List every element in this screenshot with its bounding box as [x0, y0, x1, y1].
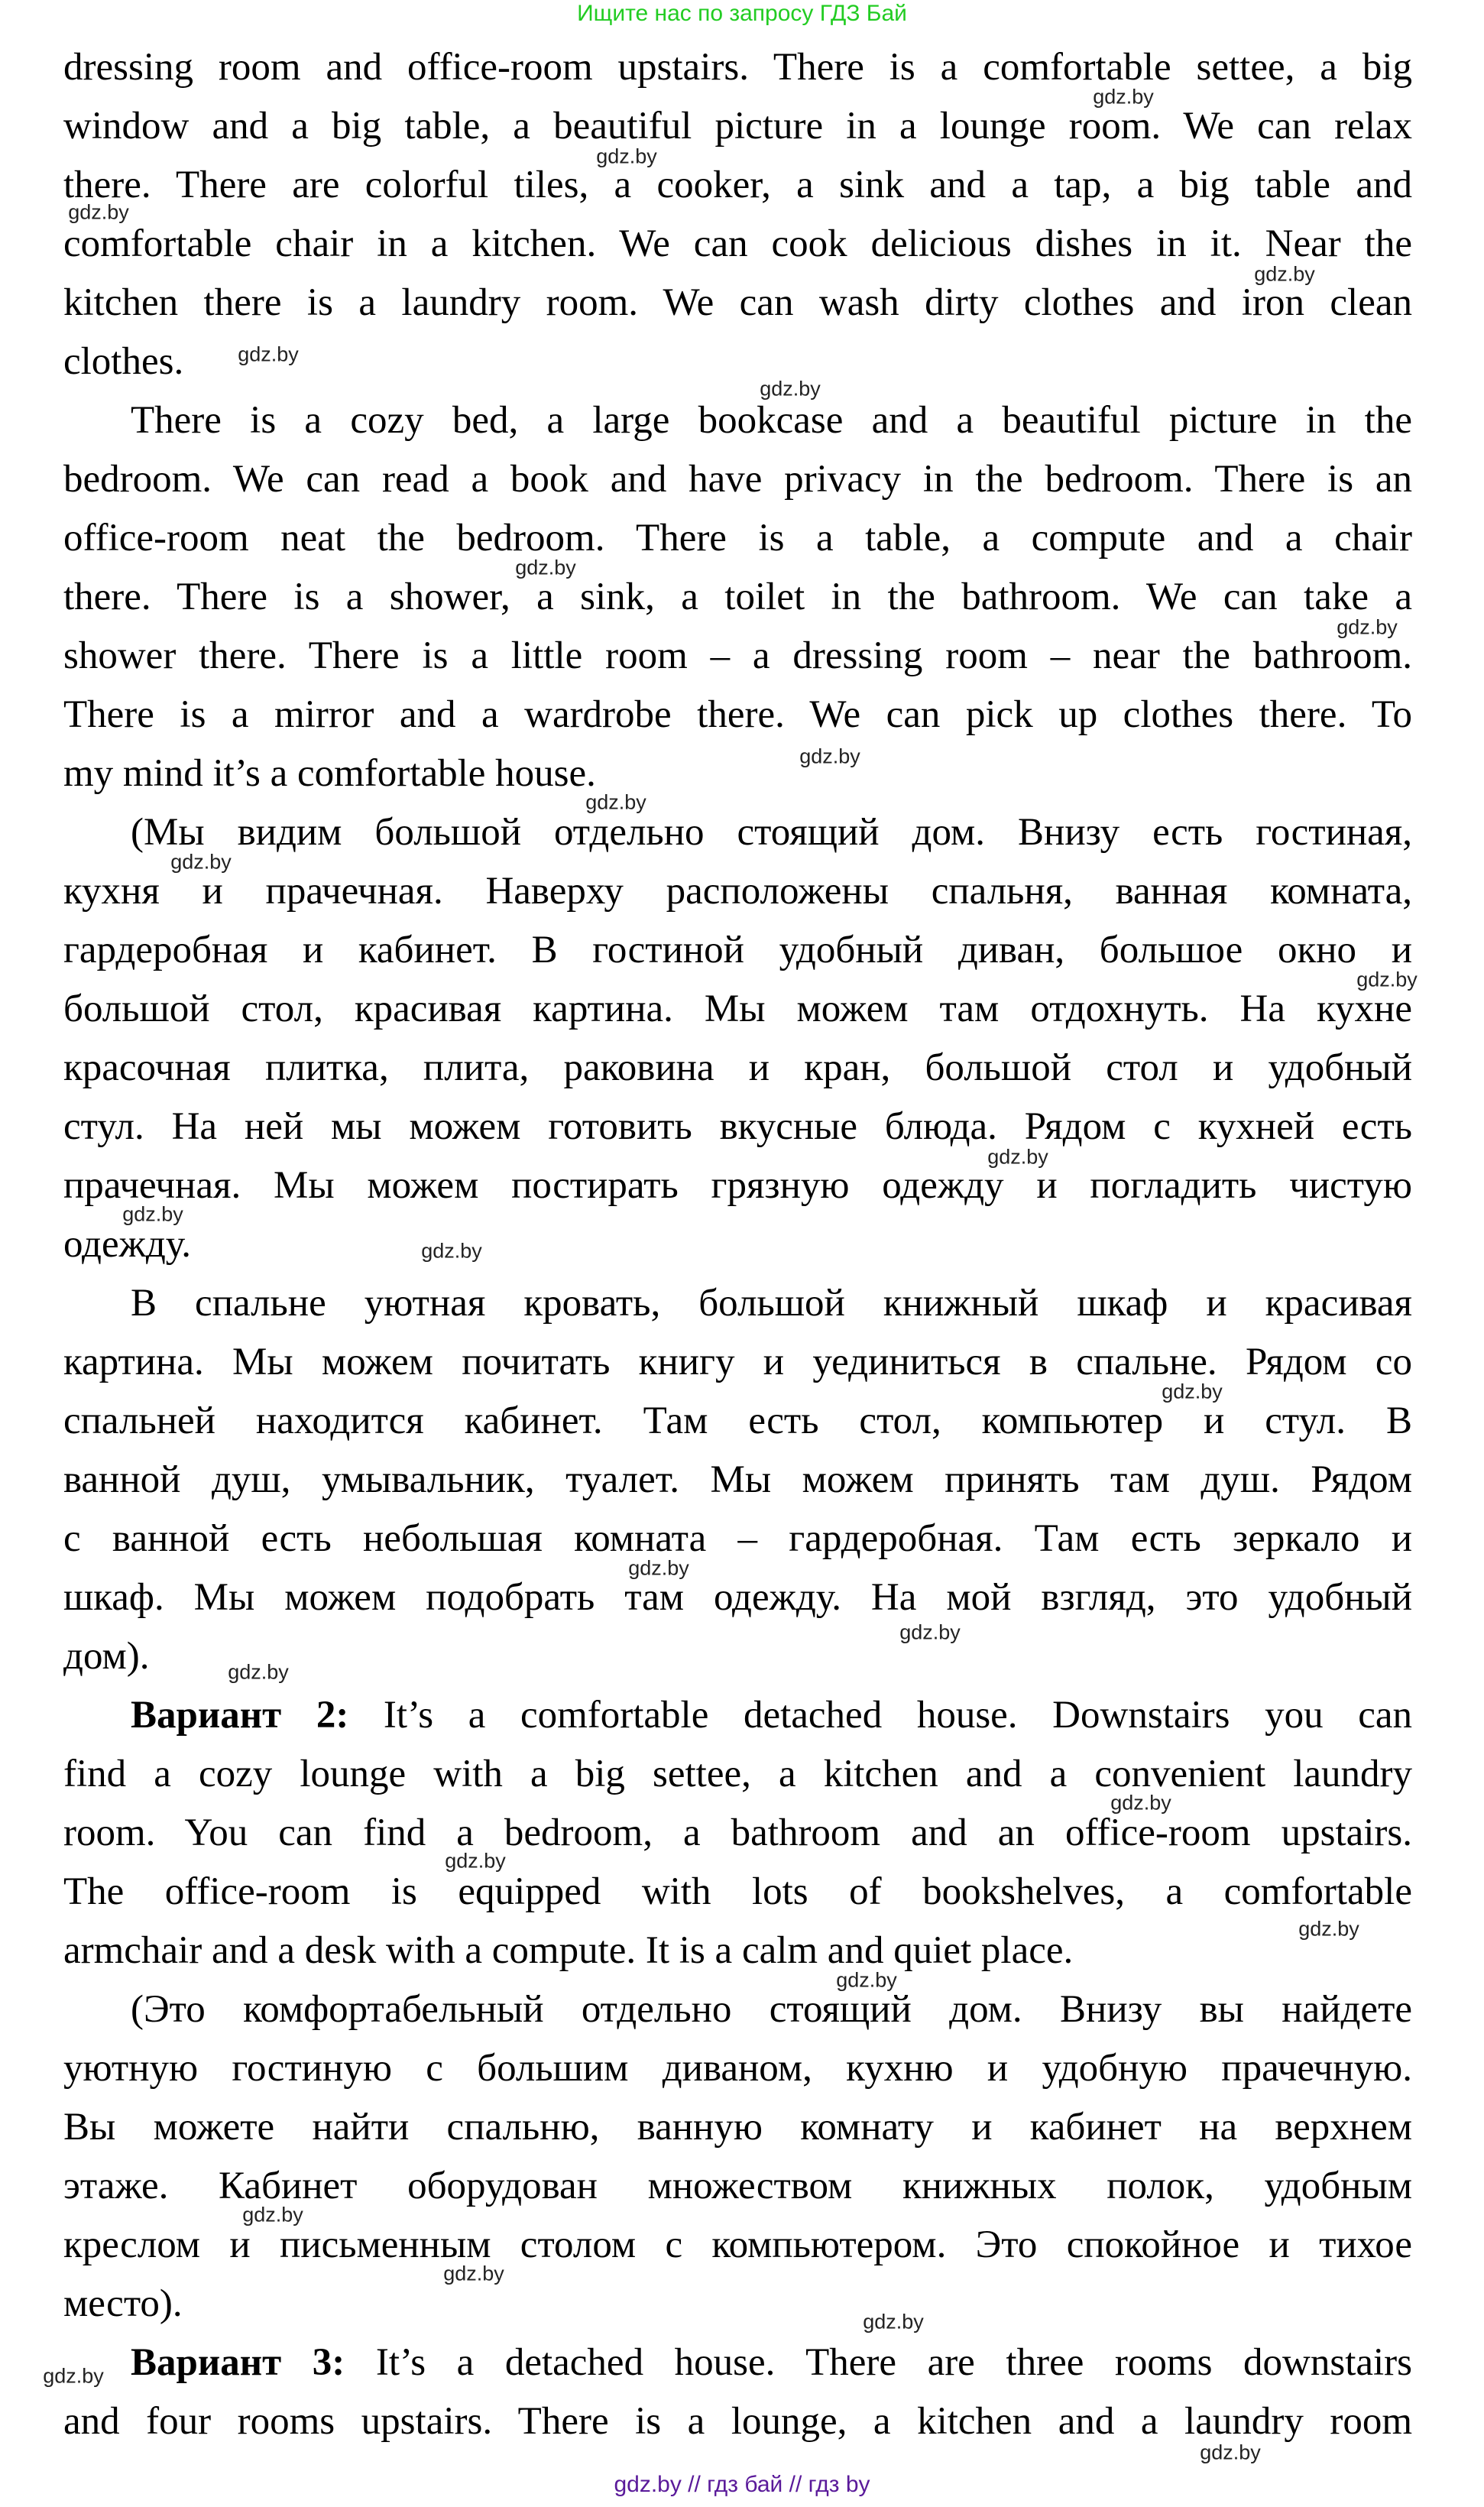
watermark: gdz.by — [122, 1202, 183, 1226]
text-line — [63, 1804, 1412, 1863]
text-line — [63, 1156, 1412, 1215]
watermark: gdz.by — [628, 1556, 689, 1580]
watermark: gdz.by — [1298, 1917, 1359, 1941]
watermark: gdz.by — [443, 2262, 504, 2285]
text-line — [63, 450, 1412, 509]
line-text: there. There are colorful tiles, a cooker, a sink and a tap, a big table and — [63, 164, 1412, 206]
text-line — [63, 568, 1412, 627]
text-line — [63, 2275, 1412, 2333]
text-line — [63, 1980, 1412, 2039]
watermark: gdz.by — [1200, 2441, 1261, 2464]
variant-heading: Вариант 2: — [131, 1694, 349, 1737]
watermark: gdz.by — [421, 1239, 482, 1263]
line-text: стул. На ней мы можем готовить вкусные блюда. Рядом с кухней есть — [63, 1105, 1412, 1148]
text-line — [63, 1686, 1412, 1745]
line-text: (Мы видим большой отдельно стоящий дом. Внизу есть гостиная, — [131, 811, 1412, 854]
watermark: gdz.by — [68, 200, 129, 224]
variant-heading: Вариант 3: — [131, 2341, 345, 2384]
line-text: В спальне уютная кровать, большой книжный шкаф и красивая — [131, 1282, 1412, 1325]
line-text: красочная плитка, плита, раковина и кран, большой стол и удобный — [63, 1046, 1412, 1089]
line-text: место). — [63, 2282, 183, 2325]
line-text: find a cozy lounge with a big settee, a kitchen and a convenient laundry — [63, 1753, 1412, 1795]
line-text: There is a mirror and a wardrobe there. We can pick up clothes there. To — [63, 693, 1412, 736]
watermark: gdz.by — [1254, 262, 1315, 286]
line-text: с ванной есть небольшая комната – гардеробная. Там есть зеркало и — [63, 1517, 1412, 1560]
line-text: It’s a comfortable detached house. Downstairs you can — [348, 1694, 1412, 1737]
line-text: креслом и письменным столом с компьютером. Это спокойное и тихое — [63, 2223, 1412, 2266]
line-text: кухня и прачечная. Наверху расположены спальня, ванная комната, — [63, 870, 1412, 913]
text-line — [63, 97, 1412, 156]
text-line — [63, 2039, 1412, 2098]
line-text: (Это комфортабельный отдельно стоящий дом. Внизу вы найдете — [131, 1988, 1412, 2031]
text-line — [63, 1039, 1412, 1098]
text-line — [63, 38, 1412, 97]
line-text: comfortable chair in a kitchen. We can cook delicious dishes in it. Near the — [63, 222, 1412, 265]
text-line — [63, 1098, 1412, 1156]
watermark: gdz.by — [596, 144, 657, 168]
watermark: gdz.by — [1110, 1791, 1171, 1815]
text-line — [63, 2098, 1412, 2157]
text-line — [63, 1745, 1412, 1804]
watermark: gdz.by — [238, 342, 299, 366]
text-line — [63, 1451, 1412, 1510]
watermark: gdz.by — [43, 2364, 104, 2388]
line-text: дом). — [63, 1635, 150, 1678]
line-text: room. You can find a bedroom, a bathroom and an office-room upstairs. — [63, 1811, 1412, 1854]
line-text: большой стол, красивая картина. Мы можем там отдохнуть. На кухне — [63, 988, 1412, 1030]
line-text: уютную гостиную с большим диваном, кухню и удобную прачечную. — [63, 2047, 1412, 2090]
line-text: kitchen there is a laundry room. We can wash dirty clothes and iron clean — [63, 281, 1412, 324]
text-line — [63, 391, 1412, 450]
text-line — [63, 862, 1412, 921]
watermark: gdz.by — [445, 1849, 506, 1873]
watermark: gdz.by — [863, 2310, 924, 2333]
text-line — [63, 627, 1412, 686]
line-text: шкаф. Мы можем подобрать там одежду. На мой взгляд, это удобный — [63, 1576, 1412, 1619]
line-text: bedroom. We can read a book and have privacy in the bedroom. There is an — [63, 458, 1412, 501]
line-text: It’s a detached house. There are three rooms downstairs — [345, 2341, 1413, 2384]
text-line — [63, 1274, 1412, 1333]
text-line — [63, 686, 1412, 744]
watermark: gdz.by — [1162, 1380, 1223, 1403]
line-text: гардеробная и кабинет. В гостиной удобный диван, большое окно и — [63, 929, 1412, 971]
line-text: dressing room and office-room upstairs. There is a comfortable settee, a big — [63, 46, 1412, 89]
line-text: этаже. Кабинет оборудован множеством книжных полок, удобным — [63, 2165, 1412, 2207]
line-text: одежду. — [63, 1223, 191, 1266]
watermark: gdz.by — [760, 377, 821, 401]
text-line — [63, 215, 1412, 274]
watermark: gdz.by — [799, 744, 860, 768]
footer-links: gdz.by // гдз бай // гдз by — [614, 2472, 870, 2497]
watermark: gdz.by — [242, 2203, 303, 2226]
watermark: gdz.by — [1337, 615, 1398, 639]
line-text: Вы можете найти спальню, ванную комнату и кабинет на верхнем — [63, 2106, 1412, 2149]
watermark: gdz.by — [228, 1660, 289, 1684]
line-text: armchair and a desk with a compute. It is a calm and quiet place. — [63, 1929, 1074, 1972]
line-text: ванной душ, умывальник, туалет. Мы можем принять там душ. Рядом — [63, 1458, 1412, 1501]
text-line — [63, 1863, 1412, 1922]
header-search-hint: Ищите нас по запросу ГДЗ Бай — [577, 1, 907, 26]
text-line — [63, 921, 1412, 980]
line-text: office-room neat the bedroom. There is a table, a compute and a chair — [63, 517, 1412, 559]
text-line — [63, 509, 1412, 568]
line-text: and four rooms upstairs. There is a lounge, a kitchen and a laundry room — [63, 2400, 1412, 2443]
text-line — [63, 156, 1412, 215]
watermark: gdz.by — [1093, 85, 1154, 109]
watermark: gdz.by — [987, 1145, 1048, 1169]
line-text: The office-room is equipped with lots of bookshelves, a comfortable — [63, 1870, 1412, 1913]
text-line — [63, 2333, 1412, 2392]
document-body — [63, 38, 1412, 2451]
watermark: gdz.by — [170, 850, 232, 874]
watermark: gdz.by — [515, 556, 576, 579]
text-line — [63, 1510, 1412, 1568]
watermark: gdz.by — [1356, 968, 1418, 991]
line-text: прачечная. Мы можем постирать грязную одежду и погладить чистую — [63, 1164, 1412, 1207]
line-text: clothes. — [63, 340, 184, 383]
text-line — [63, 803, 1412, 862]
text-line — [63, 274, 1412, 332]
line-text: window and a big table, a beautiful picture in a lounge room. We can relax — [63, 105, 1412, 148]
line-text: there. There is a shower, a sink, a toilet in the bathroom. We can take a — [63, 576, 1412, 618]
watermark: gdz.by — [585, 790, 646, 814]
line-text: There is a cozy bed, a large bookcase and a beautiful picture in the — [131, 399, 1412, 442]
text-line — [63, 744, 1412, 803]
line-text: спальней находится кабинет. Там есть стол, компьютер и стул. В — [63, 1399, 1412, 1442]
watermark: gdz.by — [836, 1968, 897, 1992]
text-line — [63, 1215, 1412, 1274]
line-text: shower there. There is a little room – a dressing room – near the bathroom. — [63, 634, 1412, 677]
line-text: my mind it’s a comfortable house. — [63, 752, 596, 795]
text-line — [63, 1922, 1412, 1980]
text-line — [63, 980, 1412, 1039]
line-text: картина. Мы можем почитать книгу и уединиться в спальне. Рядом со — [63, 1341, 1412, 1383]
watermark: gdz.by — [899, 1620, 961, 1644]
text-line — [63, 1568, 1412, 1627]
